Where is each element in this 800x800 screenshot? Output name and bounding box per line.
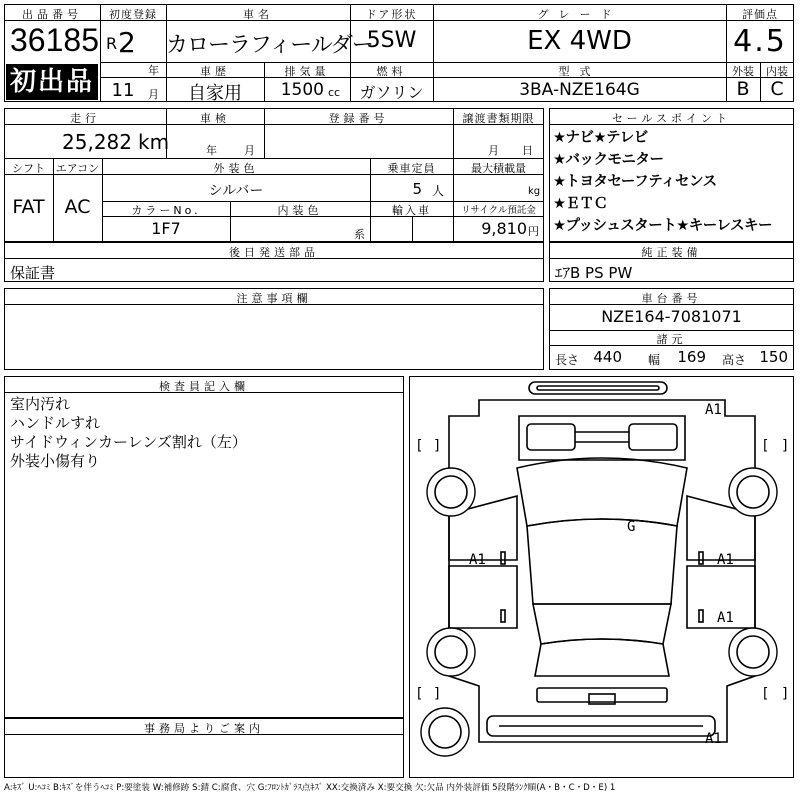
- body-outline: [449, 400, 755, 742]
- door-type: 5SW: [366, 28, 417, 53]
- chassis-label: 車台番号: [641, 292, 702, 305]
- mileage-value: 25,282: [62, 130, 132, 154]
- mileage-label: 走行: [70, 112, 100, 125]
- fuel-label: 燃料: [376, 65, 407, 78]
- mark-rear-right: A1: [705, 731, 722, 747]
- fuel-value: ガソリン: [359, 83, 424, 102]
- mark-front-right: A1: [705, 402, 722, 418]
- accessories-label: 後日発送部品: [229, 246, 319, 259]
- displacement-value: 1500: [280, 80, 324, 100]
- sales-point-item: ★プッシュスタート★キーレスキー: [553, 218, 772, 234]
- history-value: 自家用: [188, 83, 242, 104]
- sales-point-item: ★トヨタセーフティセンス: [553, 174, 717, 190]
- color-number: 1F7: [151, 219, 181, 238]
- length-label: 長さ: [555, 353, 580, 367]
- inspector-note-line: 外装小傷有り: [10, 452, 101, 470]
- capacity-value: 5: [412, 180, 422, 198]
- dimensions-label: 諸元: [656, 333, 687, 346]
- car-name: カローラフィールダー: [166, 33, 373, 58]
- import-car-label: 輸入車: [392, 204, 431, 217]
- history-label: 車歴: [200, 65, 230, 78]
- capacity-label: 乗車定員: [387, 162, 436, 175]
- month-unit: 月: [148, 88, 159, 101]
- width-value: 169: [677, 348, 706, 366]
- score-label: 評価点: [742, 8, 778, 21]
- inspector-note-line: サイドウィンカーレンズ割れ（左）: [10, 433, 247, 451]
- chassis-number: NZE164-7081071: [601, 307, 742, 326]
- windshield-outline: [517, 458, 687, 526]
- exterior-grade-label: 外装: [732, 65, 754, 78]
- displacement-label: 排気量: [284, 65, 330, 78]
- grade-label: グレード: [537, 8, 622, 21]
- svg-text:]: ]: [433, 438, 442, 454]
- max-load-label: 最大積載量: [471, 162, 526, 175]
- sales-point-item: ★ナビ★テレビ: [553, 130, 648, 146]
- recycle-deposit-label: リサイクル預託金: [461, 205, 536, 216]
- mileage-unit: km: [138, 130, 170, 154]
- mark-left-front-door: A1: [469, 552, 486, 568]
- inspector-note-line: 室内汚れ: [10, 395, 71, 413]
- interior-grade: C: [770, 78, 784, 100]
- notes-label: 注意事項欄: [236, 292, 312, 305]
- transfer-day-unit: 日: [522, 144, 533, 157]
- recycle-deposit: 9,810: [481, 219, 527, 238]
- lot-number: 36185: [10, 22, 99, 58]
- sales-point-item: ★ＥＴＣ: [553, 196, 608, 212]
- inspector-notes: [10, 395, 400, 471]
- interior-grade-label: 内装: [766, 65, 788, 78]
- mark-windshield: G: [627, 519, 636, 535]
- svg-text:[: [: [761, 686, 770, 702]
- capacity-unit: 人: [432, 184, 445, 198]
- equipment-value: ｴｱB PS PW: [555, 264, 633, 282]
- accessories-value: 保証書: [10, 264, 56, 282]
- svg-text:[: [: [415, 686, 424, 702]
- equipment-label: 純正装備: [641, 246, 702, 259]
- registration-year: 2: [118, 26, 136, 59]
- exterior-grade: B: [736, 78, 750, 100]
- exterior-color: シルバー: [208, 183, 264, 199]
- interior-color-unit: 系: [354, 228, 365, 241]
- inspection-month-unit: 月: [244, 144, 255, 157]
- lot-number-label: 出品番号: [22, 8, 82, 21]
- door-type-label: ドア形状: [365, 8, 418, 21]
- interior-color-label: 内装色: [277, 204, 323, 217]
- height-value: 150: [759, 348, 788, 366]
- inspector-label: 検査員記入欄: [159, 380, 249, 393]
- car-diagram: [409, 376, 794, 778]
- front-bumper-outline: [529, 382, 667, 394]
- transfer-docs-label: 譲渡書類期限: [462, 112, 535, 125]
- width-label: 幅: [648, 353, 661, 367]
- aircon-value: AC: [64, 196, 91, 218]
- registration-month: 11: [111, 80, 135, 101]
- first-listing-badge: 初出品: [6, 64, 98, 100]
- svg-text:[: [: [415, 438, 424, 454]
- length-value: 440: [593, 348, 622, 366]
- mark-right-front-door: A1: [717, 552, 734, 568]
- office-label: 事務局よりご案内: [144, 722, 264, 735]
- sales-points-label: セールスポイント: [611, 112, 731, 125]
- aircon-label: エアコン: [55, 162, 100, 175]
- registration-number-label: 登録番号: [328, 112, 389, 125]
- inspection-year-unit: 年: [206, 144, 217, 157]
- legend-footer: A:ｷｽﾞ U:ﾍｺﾐ B:ｷｽﾞを伴うﾍｺﾐ P:要塗装 W:補修跡 S:錆 C:腐食、穴 G:ﾌﾛﾝﾄｶﾞﾗｽ点ｷｽﾞ XX:交換済み X:要交換 欠:欠品 内外装評価 5段階ﾗﾝｸ順(A・B・C・D・E) 1: [4, 783, 616, 793]
- displacement-unit: cc: [328, 86, 341, 99]
- shift-label: シフト: [12, 162, 45, 175]
- transfer-month-unit: 月: [488, 144, 499, 157]
- sales-points-list: [553, 127, 793, 237]
- sales-point-item: ★バックモニター: [553, 152, 664, 168]
- overall-score: 4.5: [733, 24, 787, 59]
- era-label: R: [106, 34, 118, 53]
- svg-text:]: ]: [433, 686, 442, 702]
- shift-value: FAT: [12, 196, 45, 218]
- year-unit: 年: [148, 64, 159, 77]
- svg-text:]: ]: [781, 686, 790, 702]
- grade-value: EX 4WD: [527, 26, 632, 56]
- svg-text:]: ]: [781, 438, 790, 454]
- height-label: 高さ: [722, 353, 747, 367]
- model-code: 3BA-NZE164G: [519, 80, 640, 100]
- exterior-color-label: 外装色: [213, 162, 259, 175]
- svg-text:[: [: [761, 438, 770, 454]
- max-load-unit: kg: [528, 186, 541, 197]
- inspection-label: 車検: [200, 112, 230, 125]
- recycle-unit: 円: [528, 225, 539, 238]
- color-number-label: カラーNo.: [131, 204, 201, 217]
- mark-right-rear-door: A1: [717, 610, 734, 626]
- inspector-note-line: ハンドルすれ: [10, 414, 101, 432]
- first-registration-label: 初度登録: [109, 8, 157, 21]
- car-name-label: 車名: [243, 8, 273, 21]
- model-label: 型式: [558, 65, 601, 78]
